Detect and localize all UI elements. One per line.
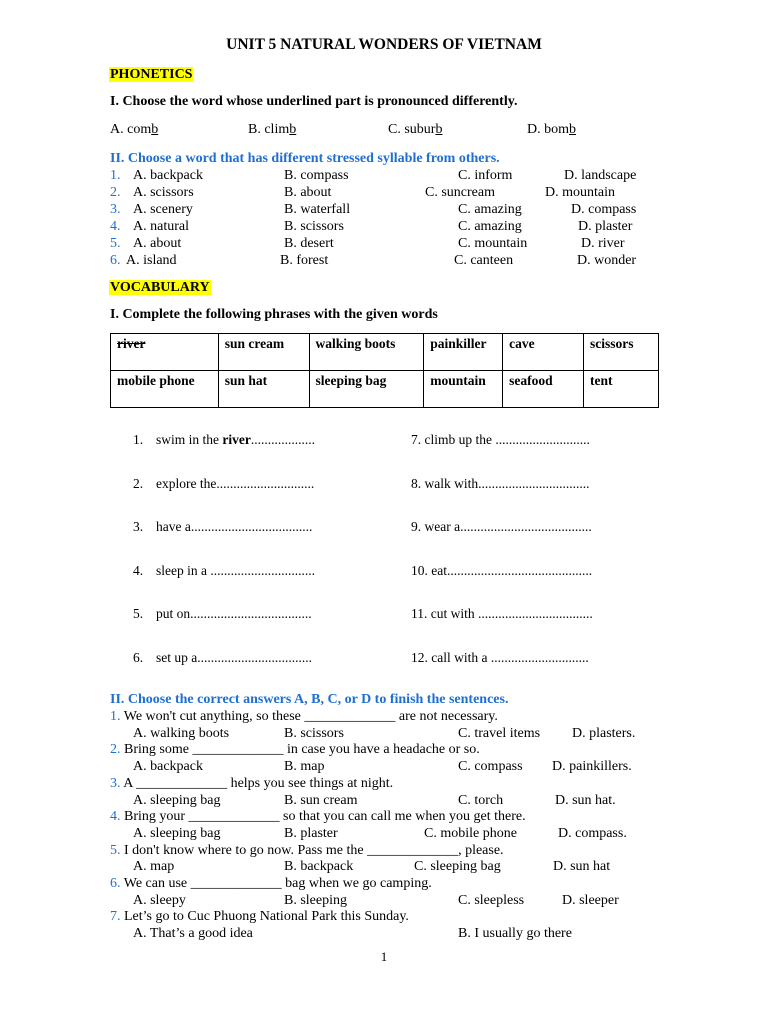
word-box-cell: painkiller <box>424 334 503 371</box>
word-box-row <box>111 371 659 408</box>
option-a: A. backpack <box>133 168 203 183</box>
option-c: C. inform <box>458 168 513 183</box>
word-box-cell: walking boots <box>309 334 424 371</box>
option-c: C. amazing <box>458 218 522 234</box>
ex1-option <box>248 121 296 138</box>
mcq-question <box>110 842 504 859</box>
question-number: 1. <box>110 168 121 183</box>
option-b: B. desert <box>284 235 334 251</box>
phrase-number: 2. <box>133 476 144 491</box>
option-d: D. plaster <box>578 218 633 234</box>
question-number: 4. <box>110 218 121 234</box>
phrase-text: swim in the <box>156 432 223 447</box>
option-c: C. sleeping bag <box>414 859 501 875</box>
option-text: C. subur <box>388 122 436 137</box>
option-d: D. wonder <box>577 252 637 268</box>
underlined-letter: b <box>435 122 443 137</box>
word-box-cell: sun cream <box>218 334 309 371</box>
underlined-letter: b <box>569 122 576 137</box>
word-box-cell: mountain <box>424 371 503 408</box>
word-box-cell: scissors <box>584 334 659 371</box>
mcq-question <box>110 908 409 925</box>
word-box-cell: tent <box>584 371 659 408</box>
phrase-right: 9. wear a....................................... <box>411 519 592 534</box>
option-b: B. compass <box>284 168 349 183</box>
phrase-left <box>156 518 312 535</box>
option-a: A. backpack <box>133 759 203 775</box>
mcq-question <box>110 875 432 892</box>
phrase-number: 5. <box>133 606 144 621</box>
phrase-number: 3. <box>133 519 144 534</box>
phrase-text: put on.................................... <box>156 606 312 621</box>
word-box-row <box>111 334 659 371</box>
question-number: 6. <box>110 252 121 268</box>
question-number: 5. <box>110 842 121 858</box>
option-a: A. map <box>133 859 175 875</box>
phrase-number: 1. <box>133 432 144 447</box>
phrase-answer: river <box>222 432 251 447</box>
option-c: C. mobile phone <box>424 826 517 841</box>
question-text: Bring some _____________ in case you have a headache or so. <box>120 742 480 758</box>
option-b: B. waterfall <box>284 201 351 217</box>
option-c: C. torch <box>458 792 504 808</box>
option-c: C. suncream <box>425 184 495 200</box>
question-number: 6. <box>110 876 121 891</box>
phrase-left <box>156 431 315 448</box>
question-number: 3. <box>110 775 121 791</box>
question-number: 3. <box>110 201 121 217</box>
option-b: B. forest <box>280 252 329 268</box>
underlined-letter: b <box>289 122 297 137</box>
phrase-text: sleep in a ............................... <box>156 563 315 578</box>
question-text: Let’s go to Cuc Phuong National Park this Sunday. <box>120 909 409 925</box>
word-box-cell: sun hat <box>218 371 309 408</box>
vocabulary-heading <box>109 279 211 296</box>
option-d: D. compass <box>571 201 637 217</box>
question-text: Bring your _____________ so that you can call me when you get there. <box>120 809 526 825</box>
ex1-option <box>388 121 442 138</box>
phrase-text: have a.................................... <box>156 519 313 534</box>
question-number: 2. <box>110 742 121 758</box>
option-b: B. backpack <box>284 859 354 875</box>
option-d: D. landscape <box>564 168 637 183</box>
ex1-option <box>527 121 576 138</box>
phonetics-ex1-instruction: I. Choose the word whose underlined part is pronounced differently. <box>110 94 518 109</box>
option-c: C. canteen <box>454 252 514 268</box>
question-text: We won't cut anything, so these _____________ are not necessary. <box>120 709 498 724</box>
word-box-table <box>110 333 659 408</box>
option-c: C. amazing <box>458 201 522 217</box>
option-a: A. sleeping bag <box>133 792 221 808</box>
option-c: C. mountain <box>458 235 528 251</box>
mcq-question <box>110 708 498 725</box>
question-text: I don't know where to go now. Pass me the _____________, please. <box>120 842 504 858</box>
option-b: B. scissors <box>284 218 344 234</box>
option-c: B. I usually go there <box>458 926 572 942</box>
underlined-letter: b <box>151 122 159 137</box>
word-box-cell: cave <box>503 334 584 371</box>
question-text: We can use _____________ bag when we go camping. <box>120 876 432 891</box>
option-d: D. painkillers. <box>552 759 632 775</box>
option-text: A. com <box>110 122 152 137</box>
option-a: A. about <box>133 235 182 251</box>
option-d: D. mountain <box>545 184 615 200</box>
phrase-left <box>156 605 312 622</box>
option-b: B. sleeping <box>284 892 347 908</box>
word-box-cell: seafood <box>503 371 584 408</box>
option-a: A. sleeping bag <box>133 826 221 841</box>
option-b: B. about <box>284 184 332 200</box>
phonetics-ex2-instruction: II. Choose a word that has different stressed syllable from others. <box>110 151 500 166</box>
option-d: D. sun hat. <box>555 792 616 808</box>
phonetics-heading-text: PHONETICS <box>110 67 193 82</box>
option-d: D. river <box>581 235 625 251</box>
vocab-ex1-instruction: I. Complete the following phrases with the given words <box>110 307 438 322</box>
option-a: A. sleepy <box>133 892 186 908</box>
ex1-option <box>110 121 158 138</box>
phrase-right: 10. eat........................................... <box>411 563 593 578</box>
question-number: 5. <box>110 235 121 251</box>
mcq-question <box>110 741 480 758</box>
option-b: B. map <box>284 759 325 775</box>
phrase-right: 11. cut with .................................. <box>411 606 593 621</box>
page-title: UNIT 5 NATURAL WONDERS OF VIETNAM <box>226 36 542 53</box>
phrase-right: 12. call with a ............................. <box>411 650 589 665</box>
mcq-question <box>110 775 393 792</box>
phrase-dots: ................... <box>250 432 315 447</box>
option-d: D. sun hat <box>553 859 611 875</box>
option-b: B. plaster <box>284 826 338 841</box>
option-a: A. scenery <box>133 201 193 217</box>
option-c: C. sleepless <box>458 892 525 908</box>
phrase-text: explore the............................. <box>156 476 315 491</box>
phrase-number: 6. <box>133 650 144 665</box>
phonetics-heading <box>109 66 193 83</box>
option-a: A. natural <box>133 218 189 234</box>
vocab-ex2-instruction: II. Choose the correct answers A, B, C, or D to finish the sentences. <box>110 692 509 707</box>
vocabulary-heading-text: VOCABULARY <box>110 280 210 295</box>
phrase-right: 7. climb up the ............................ <box>411 432 590 447</box>
option-a: A. scissors <box>133 184 194 200</box>
question-number: 1. <box>110 709 121 724</box>
phrase-left <box>156 475 314 492</box>
option-b: B. sun cream <box>284 792 358 808</box>
option-text: D. bom <box>527 122 569 137</box>
option-c: C. travel items <box>458 725 541 741</box>
word-box-cell: river <box>111 334 219 371</box>
phrase-right: 8. walk with................................. <box>411 476 590 491</box>
question-number: 4. <box>110 809 121 825</box>
word-box-cell: sleeping bag <box>309 371 424 408</box>
question-text: A _____________ helps you see things at night. <box>120 775 394 791</box>
mcq-question <box>110 808 526 825</box>
option-a: A. walking boots <box>133 725 230 741</box>
option-b: B. scissors <box>284 725 344 741</box>
option-c: C. compass <box>458 759 523 775</box>
page-number: 1 <box>380 949 388 964</box>
phrase-left <box>156 562 315 579</box>
option-d: D. sleeper <box>562 892 619 908</box>
word-box-cell: mobile phone <box>111 371 219 408</box>
option-a: A. That’s a good idea <box>133 926 253 942</box>
option-d: D. plasters. <box>572 725 636 741</box>
question-number: 7. <box>110 909 121 925</box>
phrase-text: set up a.................................. <box>156 650 312 665</box>
phrase-number: 4. <box>133 563 144 578</box>
option-a: A. island <box>126 252 177 268</box>
option-d: D. compass. <box>558 826 627 841</box>
option-text: B. clim <box>248 122 290 137</box>
question-number: 2. <box>110 184 121 200</box>
phrase-left <box>156 649 312 666</box>
